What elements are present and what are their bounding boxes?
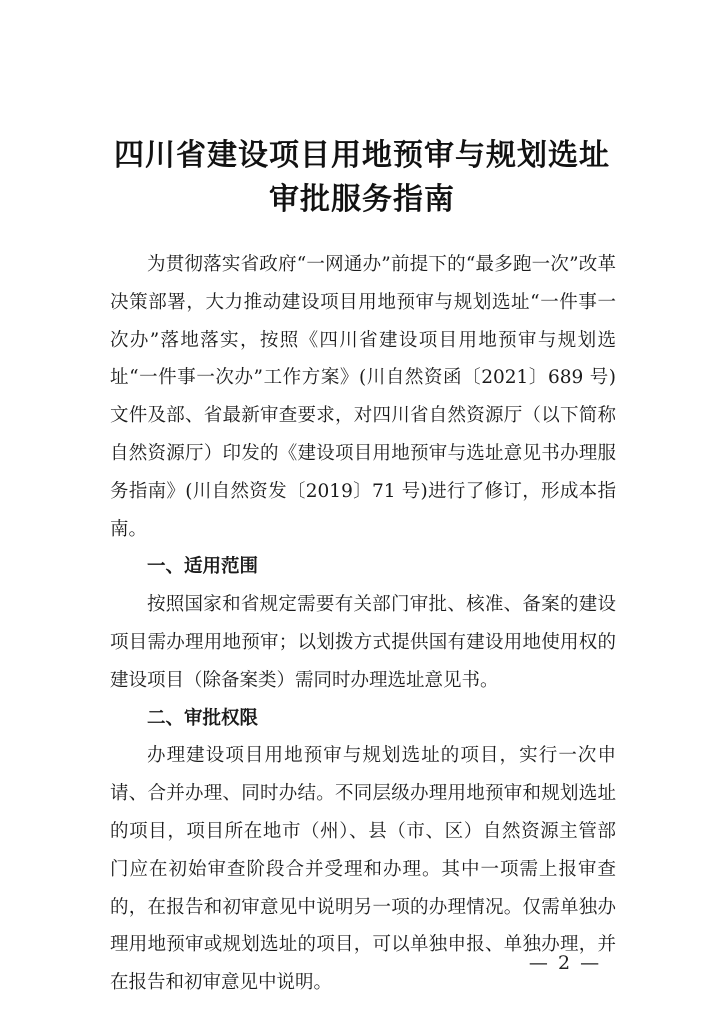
intro-paragraph: 为贯彻落实省政府“一网通办”前提下的“最多跑一次”改革决策部署，大力推动建设项目用地预审与规划选址“一件事一次办”落地落实，按照《四川省建设项目用地预审与规划选址“一件事一次办”工作方案》(川自然资函〔2021〕689 号)文件及部、省最新审查要求，对四川省自然资源厅（以下简称自然资源厅）印发的《建设项目用地预审与选址意见书办理服务指南》(川自然资发〔2019〕71 号)进行了修订，形成本指南。 <box>110 254 616 540</box>
section-paragraph-authority: 办理建设项目用地预审与规划选址的项目，实行一次申请、合并办理、同时办结。不同层级办理用地预审和规划选址的项目，项目所在地市（州）、县（市、区）自然资源主管部门应在初始审查阶段合并受理和办理。其中一项需上报审查的，在报告和初审意见中说明另一项的办理情况。仅需单独办理用地预审或规划选址的项目，可以单独申报、单独办理，并在报告和初审意见中说明。 <box>110 745 616 994</box>
document-title-line2: 审批服务指南 <box>269 182 455 217</box>
document-title-line1: 四川省建设项目用地预审与规划选址 <box>114 138 610 173</box>
section-heading-scope: 一、适用范围 <box>147 556 259 578</box>
section-paragraph-scope: 按照国家和省规定需要有关部门审批、核准、备案的建设项目需办理用地预审；以划拨方式提供国有建设用地使用权的建设项目（除备案类）需同时办理选址意见书。 <box>110 594 616 691</box>
page-number: — 2 — <box>528 952 602 974</box>
document-body <box>110 246 616 1002</box>
section-heading-authority: 二、审批权限 <box>147 707 259 729</box>
